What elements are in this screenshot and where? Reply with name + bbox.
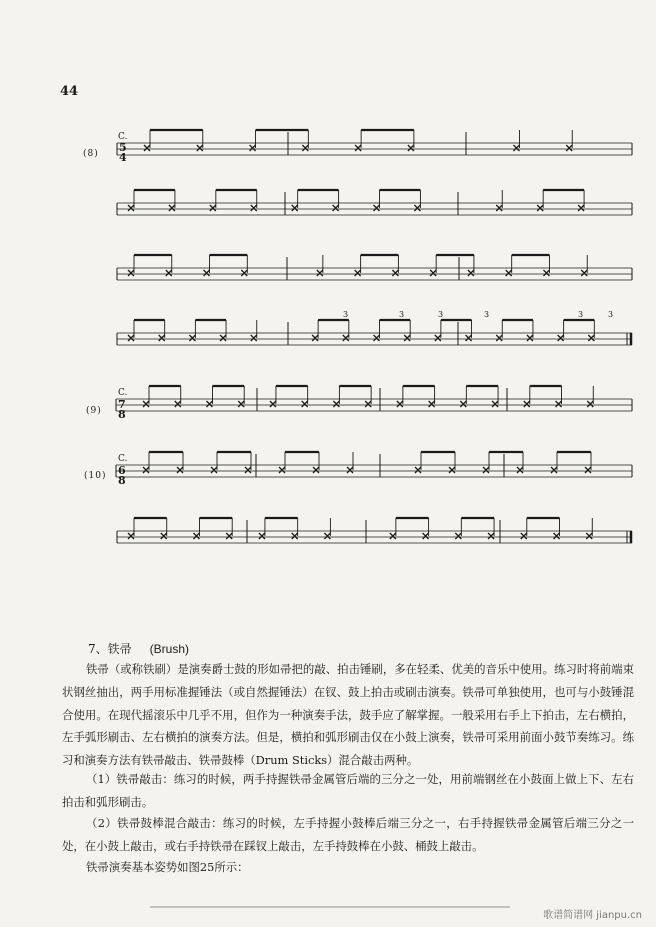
example-label-10: (10) [84,471,107,481]
note-head [449,467,455,473]
note-head [587,401,593,407]
page-number: 44 [60,84,79,99]
brush-stick-mixed-paragraph: （2）铁帚鼓棒混合敲击：练习的时候，左手持握小鼓棒后端三分之一，右手持握铁帚金属管后端三分之一处，在小鼓上敲击，或右手持铁帚在踩钗上敲击，左手持鼓棒在小鼓、桶鼓上敲击。 [62,816,634,853]
note-head [496,205,502,211]
note-head [189,335,195,341]
note-head [144,145,150,151]
note-head [317,270,323,276]
tuplet-mark-3: 3 [438,310,444,319]
note-head [466,335,472,341]
note-head [585,467,591,473]
brush-intro-paragraph: 铁帚（或称铁刷）是演奏爵士鼓的形如帚把的敲、拍击锤刷，多在轻柔、优美的音乐中使用。练习时将前端束状钢丝抽出，两手用标准握锤法（或自然握锤法）在钗、鼓上拍击或刷击演奏。铁帚可单独使用，也可与小鼓锤混合使用。在现代摇滚乐中几乎不用，但作为一种演奏手法，鼓手应了解掌握。一般采用右手上下拍击，左右横拍，左手弧形刷击、左右横拍的演奏方法。但是，横拍和弧形刷击仅在小鼓上演奏，铁帚可采用前面小鼓节奏练习。练习和演奏方法有铁帚敲击、铁帚鼓棒（Drum Sticks）混合敲击两种。 [62,662,634,768]
note-head [397,401,403,407]
note-head [245,467,251,473]
note-head [455,533,461,539]
note-head [211,467,217,473]
note-head [292,533,298,539]
watermark: 歌谱简谱网 jianpu.cn [543,910,642,921]
note-head [347,467,353,473]
note-head [128,270,134,276]
note-head [302,401,308,407]
ts-prefix-8: C. [118,132,128,142]
tuplet-mark-5: 3 [578,310,584,319]
note-head [527,335,533,341]
note-head [166,270,172,276]
note-head [460,401,466,407]
note-head [556,401,562,407]
note-head [312,335,318,341]
note-head [415,467,421,473]
note-head [175,401,181,407]
note-head [558,335,564,341]
ts-top-9: 7 [118,398,126,411]
note-head [492,401,498,407]
ts-bottom-10: 8 [118,474,126,487]
note-head [374,335,380,341]
note-head [554,533,560,539]
note-head [251,335,257,341]
tuplet-mark-4: 3 [484,310,490,319]
note-head [159,335,165,341]
scan-artifact-line [150,906,510,908]
note-head [517,467,523,473]
note-head [270,401,276,407]
note-head [333,205,339,211]
note-head [197,145,203,151]
note-head [343,335,349,341]
brush-strike-paragraph: （1）铁帚敲击：练习的时候，两手持握铁帚金属管后端的三分之一处，用前端钢丝在小鼓面上做上下、左右拍击和弧形刷击。 [62,772,634,809]
note-head [206,401,212,407]
ts-prefix-10: C. [118,454,128,464]
tuplet-mark-6: 3 [608,310,614,319]
note-head [543,270,549,276]
note-head [566,145,572,151]
section-heading [88,640,189,657]
note-head [220,335,226,341]
note-head [521,533,527,539]
note-head [204,270,210,276]
note-head [238,401,244,407]
note-head [392,270,398,276]
note-head [143,467,149,473]
note-head [581,270,587,276]
note-head [241,270,247,276]
note-head [355,270,361,276]
note-head [524,401,530,407]
note-head [468,270,474,276]
note-head [302,145,308,151]
note-head [551,467,557,473]
ts-top-10: 6 [118,464,126,477]
note-head [128,335,134,341]
section-title-cn: 铁帚 [107,642,132,656]
note-head [128,205,134,211]
note-head [404,335,410,341]
note-head [506,270,512,276]
note-head [537,205,543,211]
example-label-9: (9) [86,406,102,416]
note-head [143,401,149,407]
note-head [250,145,256,151]
note-head [210,205,216,211]
note-head [161,533,167,539]
note-head [578,205,584,211]
note-head [169,205,175,211]
note-head [374,205,380,211]
note-head [496,335,502,341]
note-head [177,467,183,473]
note-head [226,533,232,539]
note-head [324,533,330,539]
note-head [414,205,420,211]
note-head [408,145,414,151]
note-head [251,205,257,211]
note-head [586,533,592,539]
note-head [488,533,494,539]
example-label-8: (8) [83,149,99,159]
note-head [355,145,361,151]
note-head [390,533,396,539]
note-head [259,533,265,539]
section-number: 7、 [88,642,108,656]
note-head [313,467,319,473]
section-title-en: (Brush) [149,642,189,656]
note-head [513,145,519,151]
note-head [292,205,298,211]
note-head [128,533,134,539]
note-head [365,401,371,407]
note-head [193,533,199,539]
note-head [430,270,436,276]
note-head [588,335,594,341]
tuplet-mark-1: 3 [343,310,349,319]
note-head [333,401,339,407]
brush-posture-paragraph: 铁帚演奏基本姿势如图25所示： [86,860,249,874]
ts-bottom-8: 4 [119,151,127,164]
tuplet-mark-2: 3 [399,310,405,319]
ts-top-8: 5 [119,141,127,154]
note-head [279,467,285,473]
note-head [483,467,489,473]
note-head [429,401,435,407]
ts-prefix-9: C. [118,388,128,398]
note-head [423,533,429,539]
ts-bottom-9: 8 [118,408,126,421]
note-head [435,335,441,341]
